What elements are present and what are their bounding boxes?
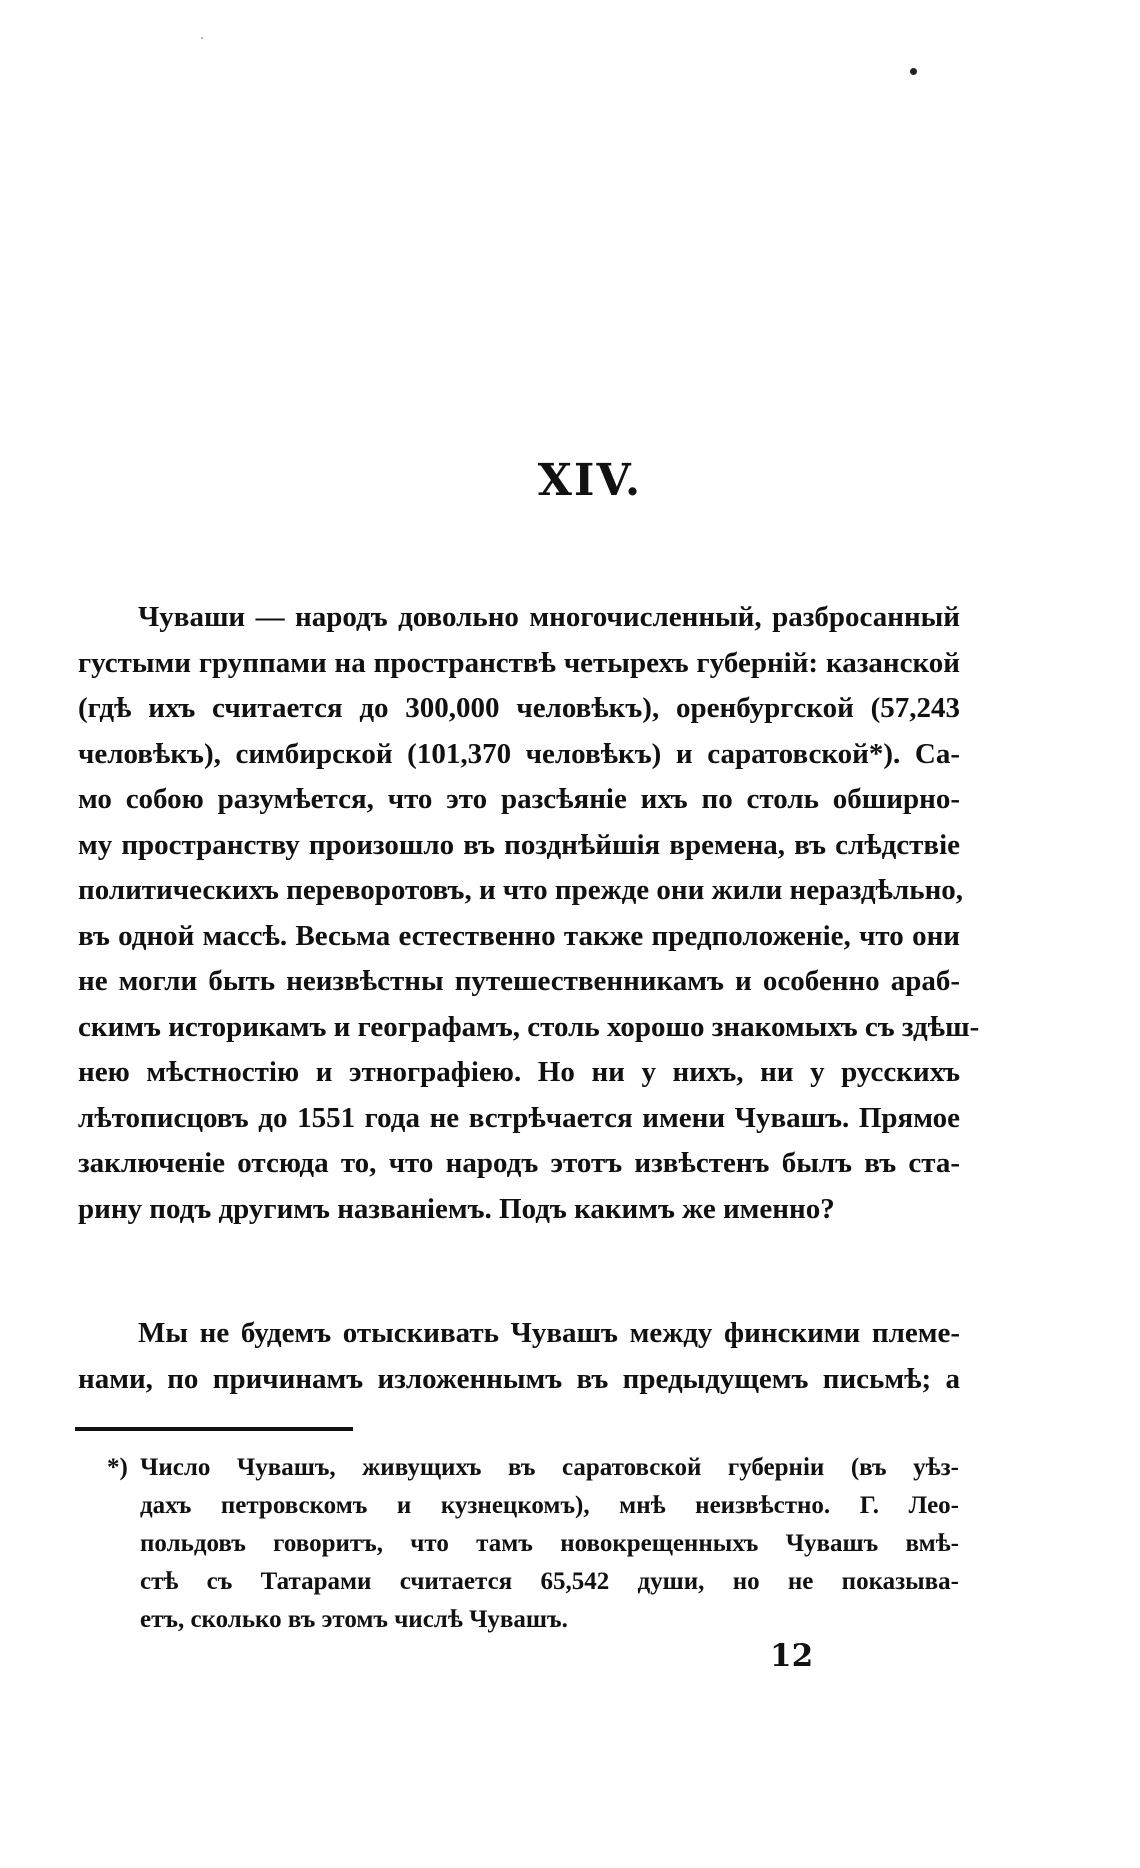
- footnote-line: Число Чувашъ, живущихъ въ саратовской губерніи (въ уѣз-: [140, 1454, 959, 1481]
- page-number: 12: [770, 1638, 814, 1674]
- text-line: лѣтописцовъ до 1551 года не встрѣчается имени Чувашъ. Прямое: [78, 1101, 960, 1134]
- footnote-line: етъ, сколько въ этомъ числѣ Чувашъ.: [140, 1606, 568, 1633]
- text-line: густыми группами на пространствѣ четырехъ губерній: казанской: [78, 646, 960, 679]
- footnote-line: дахъ петровскомъ и кузнецкомъ), мнѣ неизвѣстно. Г. Лео-: [140, 1492, 959, 1519]
- text-line: заключеніе отсюда то, что народъ этотъ извѣстенъ былъ въ ста-: [78, 1147, 960, 1179]
- text-line: скимъ историкамъ и географамъ, столь хорошо знакомыхъ съ здѣш-: [78, 1010, 980, 1043]
- text-line: (гдѣ ихъ считается до 300,000 человѣкъ), оренбургской (57,243: [78, 692, 960, 724]
- footnote-body: [107, 1449, 959, 1639]
- text-line: нами, по причинамъ изложеннымъ въ предыдущемъ письмѣ; а: [78, 1362, 960, 1395]
- footnote-line: стѣ съ Татарами считается 65,542 души, но не показыва-: [140, 1568, 959, 1595]
- text-line: рину подъ другимъ названіемъ. Подъ какимъ же именно?: [78, 1192, 835, 1225]
- footnote-line: польдовъ говоритъ, что тамъ новокрещенныхъ Чувашъ вмѣ-: [140, 1530, 959, 1557]
- text-line: мо собою разумѣется, что это разсѣяніе ихъ по столь обширно-: [78, 783, 960, 815]
- footnote-marker: *): [107, 1454, 128, 1481]
- text-line: му пространству произошло въ позднѣйшія времена, въ слѣдствіе: [78, 828, 960, 861]
- text-line: человѣкъ), симбирской (101,370 человѣкъ) и саратовской*). Са-: [78, 737, 960, 770]
- text-line: политическихъ переворотовъ, и что прежде они жили нераздѣльно,: [78, 874, 964, 906]
- footnote: [107, 1449, 959, 1639]
- text-line: Мы не будемъ отыскивать Чувашъ между финскими племе-: [138, 1317, 960, 1349]
- text-line: нею мѣстностію и этнографіею. Но ни у нихъ, ни у русскихъ: [78, 1056, 960, 1088]
- text-line: не могли быть неизвѣстны путешественникамъ и особенно араб-: [78, 965, 960, 997]
- paragraph-2: [78, 1311, 960, 1402]
- text-line: въ одной массѣ. Весьма естественно также предположеніе, что они: [78, 919, 960, 952]
- paragraph-1: [78, 595, 980, 1232]
- text-line: Чуваши — народъ довольно многочисленный, разбросанный: [138, 601, 960, 633]
- chapter-heading: XIV.: [537, 455, 643, 506]
- footnote-divider: [75, 1427, 353, 1431]
- ink-speck: [201, 37, 203, 39]
- ink-speck: [910, 68, 917, 75]
